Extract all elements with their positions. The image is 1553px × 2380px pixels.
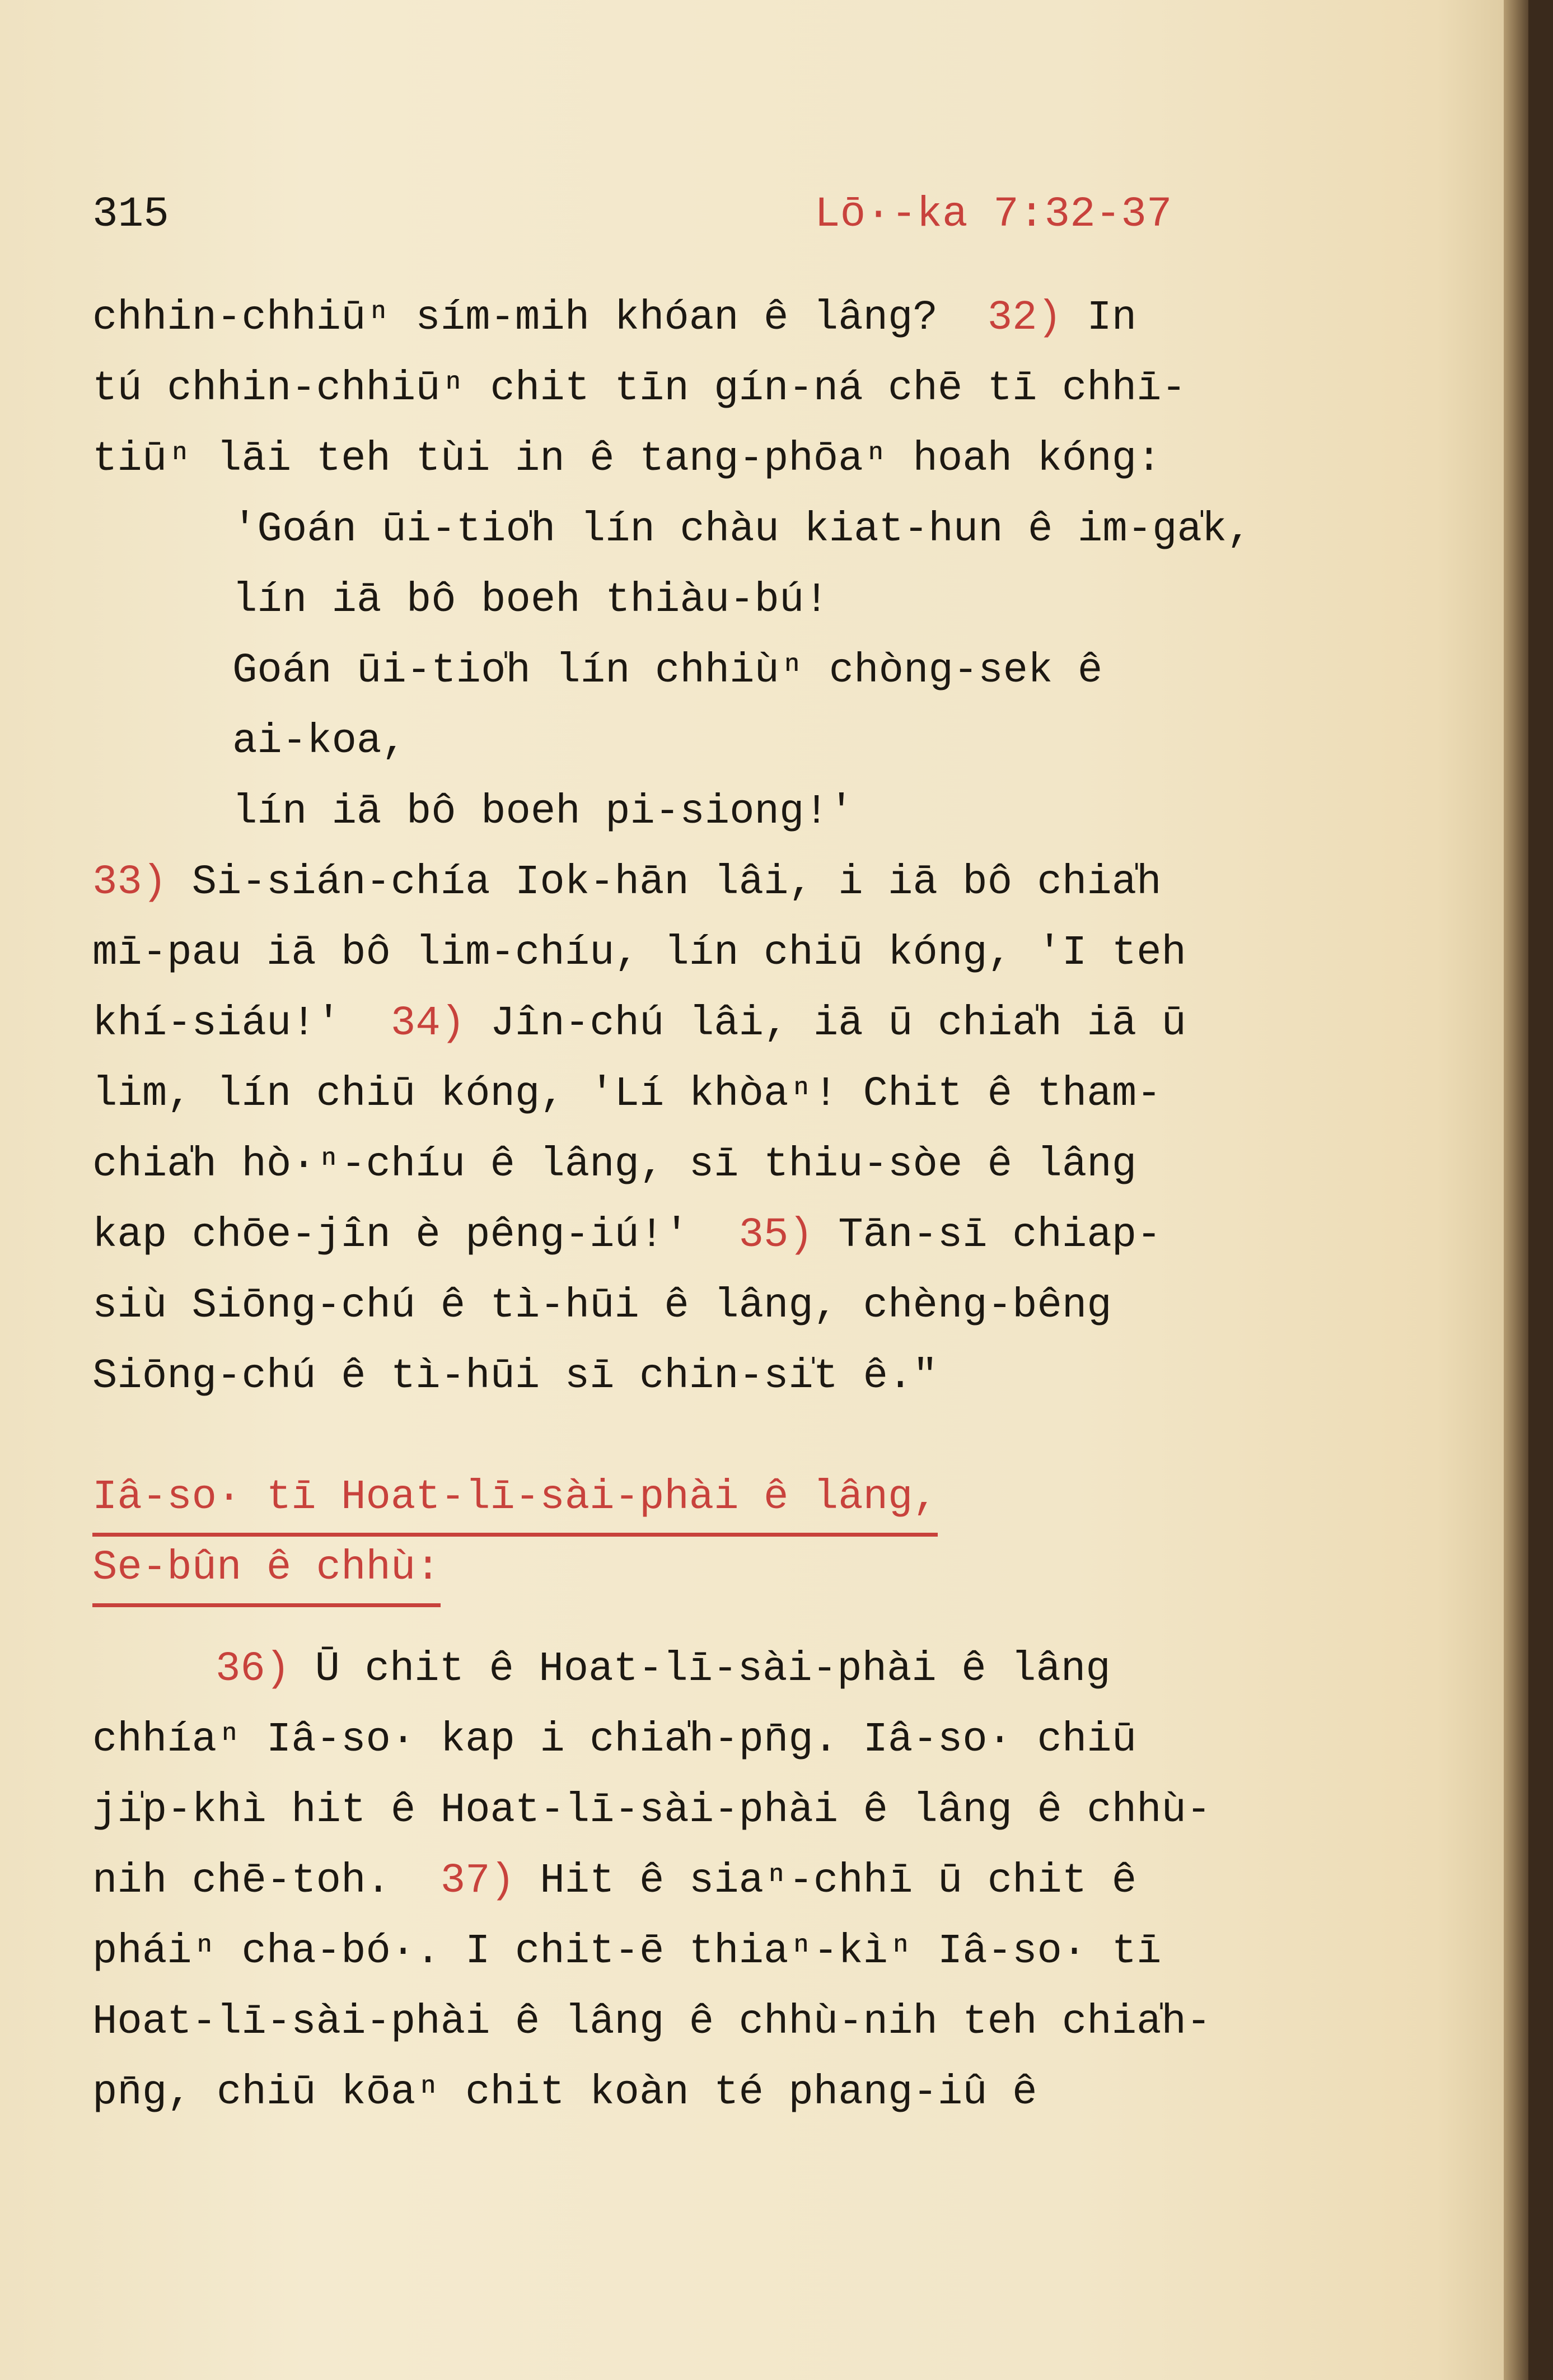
text-line: mī-pau iā bô lim-chíu, lín chiū kóng, 'I teh — [92, 930, 1186, 977]
text-line: 36) Ū chit ê Hoat-lī-sài-phài ê lâng — [216, 1646, 1111, 1693]
verse-number: 33) — [92, 859, 167, 906]
verse-number: 35) — [738, 1212, 813, 1259]
text-line: lim, lín chiū kóng, 'Lí khòaⁿ! Chit ê tham- — [92, 1071, 1162, 1118]
page-edge — [1504, 0, 1528, 2380]
text-line: nih chē-toh. 37) Hit ê siaⁿ-chhī ū chit ê — [92, 1858, 1137, 1905]
verse-number: 37) — [440, 1858, 515, 1905]
text-line: siù Siōng-chú ê tì-hūi ê lâng, chèng-bêng — [92, 1282, 1112, 1329]
running-head: Lō·-ka 7:32-37 — [815, 190, 1172, 239]
section-heading: Iâ-so· tī Hoat-lī-sài-phài ê lâng, — [92, 1462, 938, 1537]
poem-line: lín iā bô boeh thiàu-bú! — [232, 577, 829, 624]
text-line: Hoat-lī-sài-phài ê lâng ê chhù-nih teh chia̍h- — [92, 1999, 1211, 2046]
verse-number: 32) — [987, 295, 1062, 342]
text-line: chhin-chhiūⁿ sím-mih khóan ê lâng? 32) In — [92, 295, 1137, 342]
scripture-text — [92, 283, 1380, 2128]
text-line: tú chhin-chhiūⁿ chit tīn gín-ná chē tī chhī- — [92, 365, 1186, 412]
text-line: pn̄g, chiū kōaⁿ chit koàn té phang-iû ê — [92, 2069, 1037, 2116]
text-line: chhíaⁿ Iâ-so· kap i chia̍h-pn̄g. Iâ-so· chiū — [92, 1716, 1137, 1763]
page-header — [92, 190, 1212, 258]
text-line: chia̍h hò·ⁿ-chíu ê lâng, sī thiu-sòe ê lâng — [92, 1141, 1137, 1188]
text-line: khí-siáu!' 34) Jîn-chú lâi, iā ū chia̍h iā ū — [92, 1000, 1186, 1047]
text-line: pháiⁿ cha-bó·. I chit-ē thiaⁿ-kìⁿ Iâ-so· tī — [92, 1928, 1162, 1975]
text-line: tiūⁿ lāi teh tùi in ê tang-phōaⁿ hoah kóng: — [92, 436, 1162, 483]
poem-line: 'Goán ūi-tio̍h lín chàu kiat-hun ê im-ga̍k, — [232, 506, 1252, 553]
text-line: 33) Si-sián-chía Iok-hān lâi, i iā bô chia̍h — [92, 859, 1162, 906]
verse-number: 36) — [216, 1646, 291, 1693]
section-heading: Se-bûn ê chhù: — [92, 1533, 441, 1607]
text-line: kap chōe-jîn è pêng-iú!' 35) Tān-sī chiap- — [92, 1212, 1162, 1259]
verse-number: 34) — [390, 1000, 466, 1047]
text-line: Siōng-chú ê tì-hūi sī chin-si̍t ê." — [92, 1353, 938, 1400]
poem-line: ai-koa, — [232, 718, 406, 765]
page-number: 315 — [92, 190, 169, 239]
poem-line: Goán ūi-tio̍h lín chhiùⁿ chòng-sek ê — [232, 647, 1103, 694]
text-line: ji̍p-khì hit ê Hoat-lī-sài-phài ê lâng ê chhù- — [92, 1787, 1211, 1834]
poem-line: lín iā bô boeh pi-siong!' — [232, 788, 854, 836]
